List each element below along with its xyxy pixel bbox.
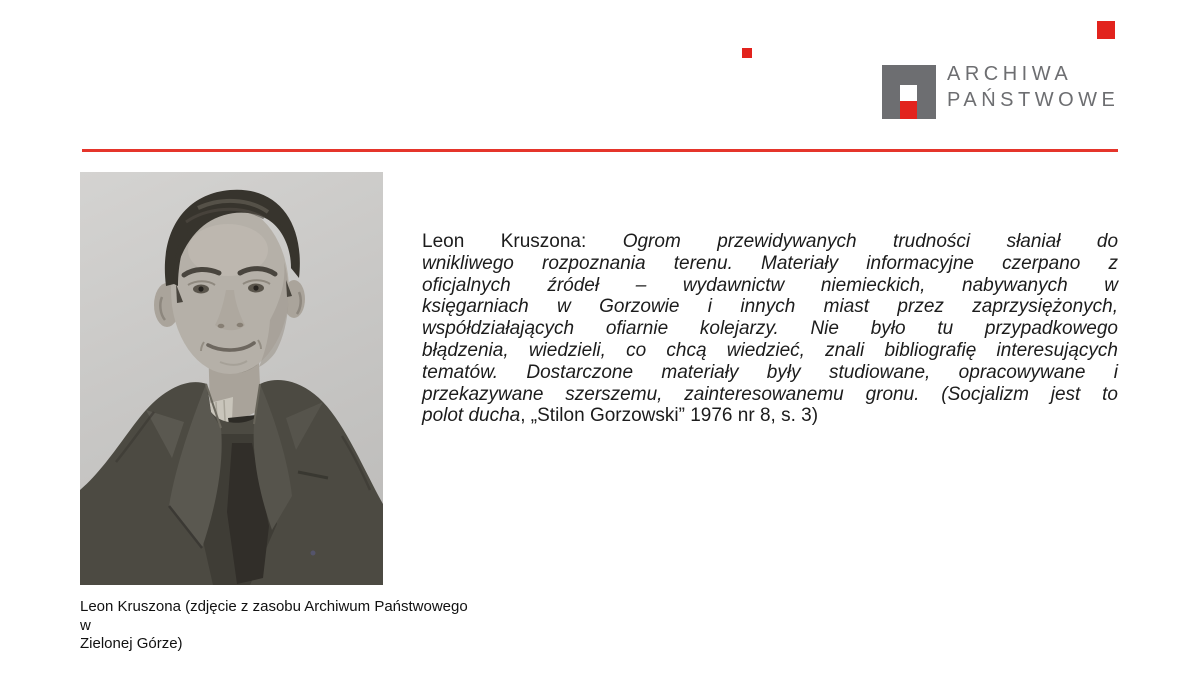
quote-segment-italic: błądzenia, wiedzieli, co chcą wiedzieć, znali bibliografię interesujących bbox=[422, 339, 1118, 361]
quote-line bbox=[422, 384, 1118, 406]
logo-inner-white bbox=[900, 85, 917, 101]
logo-inner-red bbox=[900, 101, 917, 119]
logo-wordmark-line2: PAŃSTWOWE bbox=[947, 89, 1120, 111]
photo-caption bbox=[80, 598, 480, 654]
quote-line bbox=[422, 253, 1118, 275]
portrait-photo-illustration bbox=[80, 172, 383, 585]
quote-segment-upright: , „Stilon Gorzowski” 1976 nr 8, s. 3) bbox=[520, 405, 819, 427]
quote-segment-italic: wnikliwego rozpoznania terenu. Materiały informacyjne czerpano z bbox=[422, 252, 1118, 274]
quote-line bbox=[422, 405, 1118, 427]
quote-segment-italic: tematów. Dostarczone materiały były studiowane, opracowywane i bbox=[422, 361, 1118, 383]
quote-segment-italic: przekazywane szerszemu, zainteresowanemu gronu. (Socjalizm jest to bbox=[422, 383, 1118, 405]
quote-line bbox=[422, 275, 1118, 297]
quote-segment-italic: oficjalnych źródeł – wydawnictw niemieckich, nabywanych w bbox=[422, 274, 1118, 296]
divider-line bbox=[82, 149, 1118, 152]
red-square-small-icon bbox=[742, 48, 752, 58]
logo-wordmark-line1: ARCHIWA bbox=[947, 63, 1073, 85]
quote-segment-italic: polot ducha bbox=[422, 405, 521, 427]
quote-segment-italic: Ogrom przewidywanych trudności słaniał do bbox=[622, 231, 1119, 252]
quote-line bbox=[422, 318, 1118, 340]
quote-segment-italic: księgarniach w Gorzowie i innych miast przez zaprzysiężonych, bbox=[422, 296, 1118, 318]
portrait-photo bbox=[80, 172, 383, 585]
photo-caption-line1: Leon Kruszona (zdjęcie z zasobu Archiwum Państwowego w bbox=[80, 598, 468, 634]
quote-paragraph bbox=[422, 231, 1118, 427]
quote-segment-upright: Leon Kruszona: bbox=[422, 231, 623, 252]
quote-line bbox=[422, 296, 1118, 318]
red-square-corner-icon bbox=[1097, 21, 1115, 39]
quote-segment-italic: współdziałających ofiarnie kolejarzy. Nie było tu przypadkowego bbox=[422, 318, 1118, 340]
archiwa-panstwowe-logo-icon bbox=[882, 65, 936, 119]
quote-line bbox=[422, 340, 1118, 362]
logo-wordmark bbox=[947, 61, 1119, 113]
photo-caption-line2: Zielonej Górze) bbox=[80, 635, 183, 652]
quote-line bbox=[422, 231, 1118, 253]
quote-line bbox=[422, 362, 1118, 384]
